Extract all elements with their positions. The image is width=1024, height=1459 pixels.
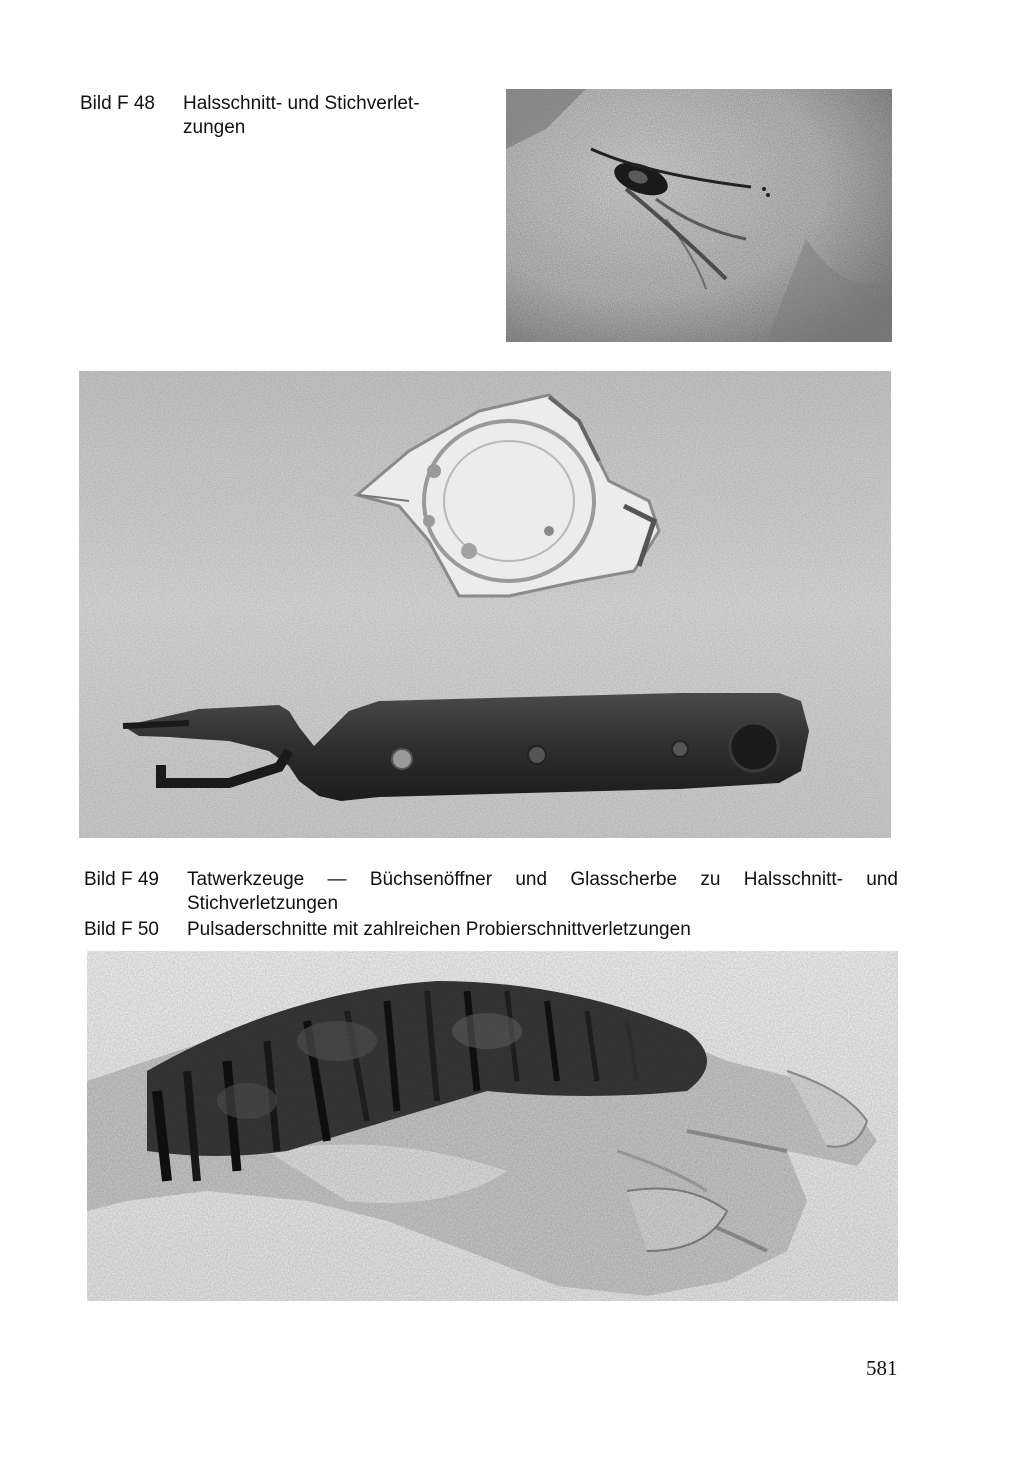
wrist-cuts-image	[87, 951, 898, 1301]
photo-neck-wound	[506, 89, 892, 342]
photo-wrist-cuts	[87, 951, 898, 1301]
weapons-image	[79, 371, 891, 838]
figure-caption-line: Halsschnitt- und Stichverlet-	[183, 93, 420, 114]
figure-caption-f49	[84, 868, 898, 916]
figure-label: Bild F 50	[84, 919, 159, 940]
figure-caption-f48	[80, 92, 480, 140]
figure-label: Bild F 49	[84, 869, 159, 890]
page-number: 581	[866, 1356, 898, 1380]
figure-caption-line: Pulsaderschnitte mit zahlreichen Probierschnittverletzungen	[187, 919, 691, 940]
figure-caption-line: Stichverletzungen	[187, 893, 339, 914]
figure-caption-line: Tatwerkzeuge — Büchsenöffner und Glasscherbe zu Halsschnitt- und	[187, 869, 898, 890]
figure-caption-f50	[84, 918, 898, 942]
photo-weapons	[79, 371, 891, 838]
figure-caption-line: zungen	[183, 117, 246, 138]
neck-wound-image	[506, 89, 892, 342]
figure-label: Bild F 48	[80, 93, 155, 114]
